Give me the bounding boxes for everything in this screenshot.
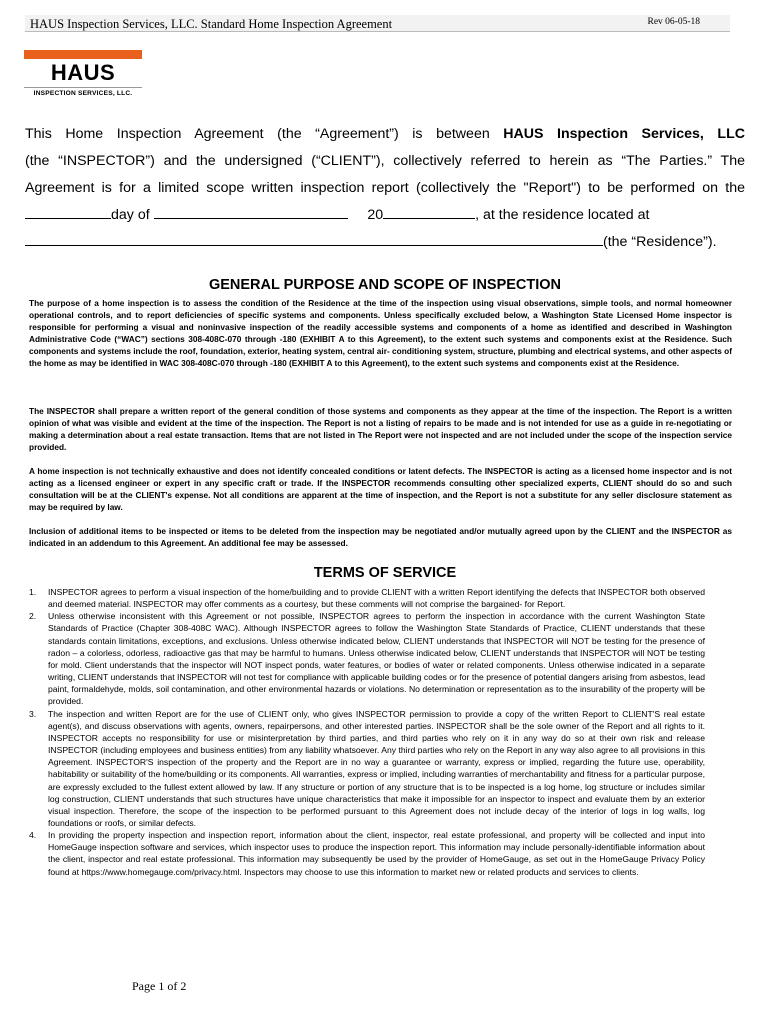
day-blank[interactable]: [25, 206, 111, 219]
general-paragraph-3: [29, 465, 732, 513]
general-p3-text: A home inspection is not technically exhaustive and does not identify concealed conditions or latent defects. The INSPECTOR is acting as a licensed home inspector and is not acting as a licensed engineer or expert in any specific craft or trade. If the INSPECTOR recommends consulting other specialized experts, CLIENT should do so and such consultation will be at the CLIENT's expense. Not all conditions are apparent at the time of inspection, and the Report is not a substitute for any seller disclosure statement as may be required by law.: [29, 466, 732, 513]
term-text: The inspection and written Report are for the use of CLIENT only, who gives INSPECTOR permission to provide a copy of the written Report to CLIENT'S real estate agent(s), and discuss observations with agents, owners, repairpersons, and other interested parties. INSPECTOR shall be the sole owner of the Report and all rights to it. INSPECTOR accepts no responsibility for use or misinterpretation by third parties, and third parties who rely on it in any way do so at their own risk and release INSPECTOR (including employees and business entities) from any liability whatsoever. Any third parties who rely on the Report in any way also agree to all provisions in this Agreement. INSPECTOR'S inspection of the property and the Report are in no way a guarantee or warranty, express or implied, regarding the future use, operability, habitability or suitability of the home/building or its components. All warranties, express or implied, including warranties of merchantability and fitness for a particular purpose, are expressly excluded to the fullest extent allowed by law. If any structure or portion of any structure that is to be inspected is a log home, log structure or includes similar log construction, CLIENT understands that such structures have unique characteristics that make it impossible for an inspector to inspect and evaluate them by an exterior visual inspection. Therefore, the scope of the inspection to be performed pursuant to this Agreement does not include decay of the interior of logs in log walls, log foundations or roofs, or similar defects.: [48, 708, 705, 828]
intro-line-5: [25, 229, 745, 256]
term-number: 1.: [29, 587, 37, 597]
term-number: 2.: [29, 611, 37, 622]
general-purpose-heading: GENERAL PURPOSE AND SCOPE OF INSPECTION: [208, 277, 562, 293]
logo-orange-bar: [24, 50, 142, 59]
company-logo: [24, 50, 142, 106]
term-number: 4.: [29, 830, 37, 841]
intro-line-1: [25, 121, 745, 148]
terms-list: [29, 586, 705, 878]
term-number: 3.: [29, 708, 37, 719]
general-p2-text: The INSPECTOR shall prepare a written report of the general condition of those systems and components as they appear at the time of the inspection. The Report is a written opinion of what was visible and evident at the time of the inspection. The Report is not a listing of repairs to be made and is not intended for use as a guide in re-negotiating or making a determination about a real estate transaction. Items that are not listed in The Report were not inspected and are not included under the scope of the inspection service provided.: [29, 406, 732, 453]
term-item: [29, 829, 705, 878]
general-paragraph-4: [29, 525, 732, 549]
general-p1-text: The purpose of a home inspection is to assess the condition of the Residence at the time of the inspection using visual observations, simple tools, and normal homeowner operational controls, and to report deficiencies of specific systems and components. Unless specifically excluded below, a Washington State Licensed Home inspector is responsible for performing a visual and noninvasive inspection of the readily accessible systems and components of a home as identified and described in Washington Administrative Code (“WAC”) sections 308-408C-070 through -180 (EXHIBIT A to this Agreement), to the extent such systems and components exist at the Residence. Such components and systems include the roof, foundation, exterior, heating system, central air- conditioning system, structure, plumbing and electrical systems, and other aspects of the home as may be identified in WAC 308-408C-070 through -180 (EXHIBIT A to this Agreement), to the extent such systems and components exist at the Residence.: [29, 298, 732, 369]
term-text: Unless otherwise inconsistent with this Agreement or not possible, INSPECTOR agrees to perform the inspection in accordance with the current Washington State Standards of Practice (Chapter 308-408C WAC). Although INSPECTOR agrees to follow the Washington State Standards of Practice, CLIENT understands that these standards contain limitations, exceptions, and exclusions. Unless otherwise indicated below, CLIENT understands that INSPECTOR will NOT be testing for the presence of radon – a colorless, odorless, radioactive gas that may be harmful to humans. Unless otherwise indicated below, CLIENT understands that INSPECTOR will NOT be testing for mold. Client understands that the inspector will NOT inspect ponds, water features, or bodies of water or related components. Unless otherwise indicated in a separate writing, CLIENT understands that INSPECTOR will not test for compliance with applicable building codes or for the presence of potential dangers arising from asbestos, lead paint, formaldehyde, molds, soil contamination, and other environmental hazards or violations. No determination or representation as to the insurability of the property will be provided.: [48, 611, 705, 707]
residence-label: (the “Residence”).: [603, 234, 717, 250]
term-text: In providing the property inspection and inspection report, information about the client, inspector, real estate professional, and property will be collected and input into HomeGauge inspection software and services, which inspector uses to produce the inspection report. This information may include personally-identifiable information about the client, inspector and real estate professional. This information may subsequently be used by the provider of HomeGauge, as set out in the HomeGauge Privacy Policy found at https://www.homegauge.com/privacy.html. Inspectors may choose to use this information to market new or related products and services to clients.: [48, 830, 705, 877]
day-of-label: day of: [111, 207, 150, 223]
logo-wordmark: HAUS: [50, 60, 116, 85]
intro-line-2: (the “INSPECTOR”) and the undersigned (“CLIENT”), collectively referred to herein as “The Parties.” The: [25, 153, 745, 169]
year-prefix: 20: [367, 207, 384, 223]
term-text: INSPECTOR agrees to perform a visual inspection of the home/building and to provide CLIENT with a written Report identifying the defects that INSPECTOR both observed and deemed material. INSPECTOR may offer comments as a courtesy, but these comments will not comprise the bargained- for Report.: [48, 587, 705, 610]
revision-label: Rev 06-05-18: [647, 17, 700, 27]
general-paragraph-1: [29, 297, 732, 370]
intro-line-1-text: This Home Inspection Agreement (the “Agreement”) is between: [25, 126, 490, 142]
term-item: [29, 708, 705, 830]
term-item: [29, 586, 705, 610]
general-paragraph-2: [29, 405, 732, 453]
intro-line-4: [25, 202, 745, 229]
company-name: HAUS Inspection Services, LLC: [503, 126, 746, 142]
terms-heading: TERMS OF SERVICE: [313, 565, 457, 581]
term-item: [29, 610, 705, 707]
logo-subtitle: INSPECTION SERVICES, LLC.: [24, 87, 142, 97]
header-title: HAUS Inspection Services, LLC. Standard Home Inspection Agreement: [30, 17, 393, 31]
intro-line-3: Agreement is for a limited scope written inspection report (collectively the "Report") to be performed on the: [25, 180, 745, 196]
month-blank[interactable]: [154, 206, 348, 219]
page-header: [25, 15, 730, 32]
year-blank[interactable]: [383, 206, 475, 219]
residence-located-at: , at the residence located at: [475, 207, 650, 223]
page-number: Page 1 of 2: [132, 979, 187, 993]
residence-address-blank[interactable]: [25, 233, 603, 246]
agreement-intro: [25, 121, 745, 256]
general-p4-text: Inclusion of additional items to be inspected or items to be deleted from the inspection may be negotiated and/or mutually agreed upon by the CLIENT and the INSPECTOR as indicated in an addendum to this Agreement. An additional fee may be assessed.: [29, 526, 732, 549]
